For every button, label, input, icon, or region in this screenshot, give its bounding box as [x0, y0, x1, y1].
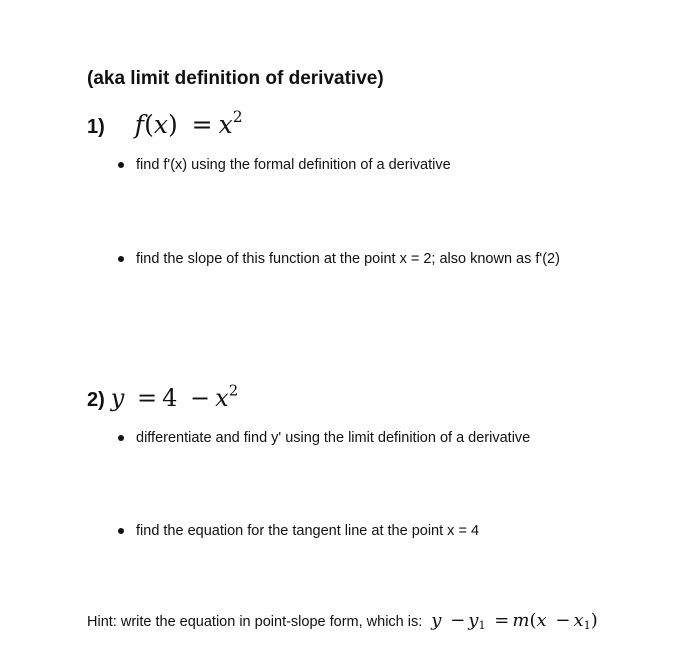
- equals-sign: =: [494, 610, 510, 631]
- function-name: f: [134, 110, 145, 139]
- minus-sign: −: [450, 610, 466, 631]
- list-item-text: differentiate and find y' using the limit definition of a derivative: [136, 430, 531, 446]
- paren-close: ): [167, 110, 178, 139]
- problem-number: 2): [87, 389, 105, 411]
- variable: x: [153, 110, 168, 139]
- list-item: [118, 430, 530, 446]
- list-item-text: find the equation for the tangent line at the point x = 4: [136, 523, 480, 539]
- var-x: x: [536, 610, 547, 631]
- exponent: 2: [228, 381, 239, 400]
- var-m: m: [512, 610, 530, 631]
- var-y: y: [431, 610, 442, 631]
- list-item-text: find the slope of this function at the point x = 2; also known as f'(2): [136, 251, 560, 267]
- equals-sign: =: [137, 384, 158, 412]
- constant: 4: [162, 384, 178, 412]
- bullet-dot: [118, 528, 124, 534]
- list-item: [118, 523, 479, 539]
- hint-text: Hint: write the equation in point-slope form, which is:: [87, 614, 423, 630]
- paren-close: ): [590, 610, 598, 631]
- base: x: [215, 384, 229, 412]
- page-heading: (aka limit definition of derivative): [87, 68, 384, 89]
- minus-sign: −: [555, 610, 571, 631]
- problem-equation: [110, 381, 239, 412]
- list-item: [118, 251, 560, 267]
- bullet-dot: [118, 435, 124, 441]
- base: x: [218, 110, 233, 139]
- list-item-text: find f'(x) using the formal definition of a derivative: [136, 157, 451, 173]
- exponent: 2: [232, 108, 243, 127]
- paren-open: (: [529, 610, 537, 631]
- list-item: [118, 157, 451, 173]
- equals-sign: =: [191, 110, 213, 139]
- subscript: 1: [583, 618, 591, 632]
- paren-open: (: [144, 110, 154, 139]
- problem-number: 1): [87, 116, 105, 138]
- point-slope-formula: [431, 610, 598, 631]
- subscript: 1: [478, 618, 486, 632]
- bullet-dot: [118, 162, 124, 168]
- minus-sign: −: [190, 384, 211, 412]
- var-y1: y: [468, 610, 479, 631]
- problem-equation: [135, 110, 243, 139]
- hint: [87, 610, 598, 631]
- bullet-dot: [118, 256, 124, 262]
- problem-2: [87, 381, 239, 412]
- lhs: y: [110, 384, 125, 412]
- var-x1: x: [573, 610, 584, 631]
- problem-1: [87, 110, 243, 139]
